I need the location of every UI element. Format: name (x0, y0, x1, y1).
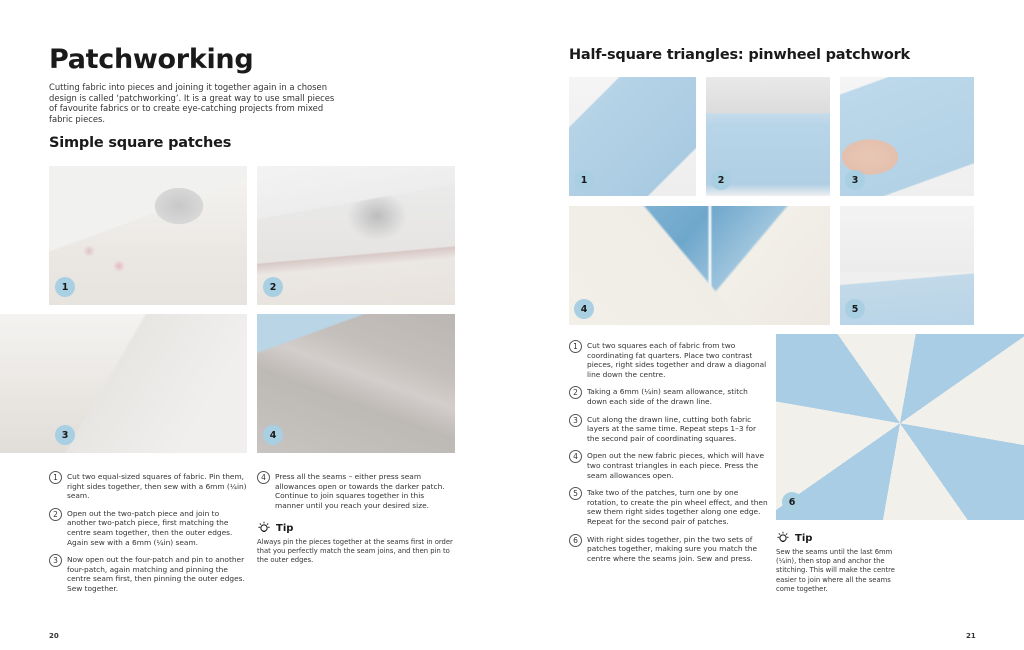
page-number: 21 (966, 632, 976, 640)
step-badge: 2 (711, 170, 731, 190)
intro-paragraph: Cutting fabric into pieces and joining it together again in a chosen design is called ‘patchworking’. It is a great way to use small pieces of favourite fabrics or to create eye-catching projects from mixed fabric pieces. (49, 82, 335, 125)
step-text: Cut two squares each of fabric from two coordinating fat quarters. Place two contrast pieces, right sides together and draw a diagonal line down the centre. (587, 341, 767, 379)
photo-step-5 (840, 206, 974, 325)
steps-list-right (569, 341, 769, 571)
photo-step-3 (840, 77, 974, 196)
list-item (569, 415, 769, 444)
step-number: 1 (49, 471, 62, 484)
page-number: 20 (49, 632, 59, 640)
step-number: 1 (569, 340, 582, 353)
step-badge: 3 (55, 425, 75, 445)
list-item (569, 387, 769, 406)
step-text: Cut along the drawn line, cutting both fabric layers at the same time. Repeat steps 1–3 for the second pair of coordinating squares. (587, 414, 757, 443)
step-text: Cut two equal-sized squares of fabric. Pin them, right sides together, then sew with a 6mm (¼in) seam. (67, 472, 247, 501)
step-number: 6 (569, 534, 582, 547)
step-text: With right sides together, pin the two sets of patches together, making sure you match the centre where the seams join. Sew and press. (587, 534, 758, 563)
step-number: 3 (49, 554, 62, 567)
tip-label: Tip (795, 532, 813, 544)
step-badge: 1 (574, 170, 594, 190)
tip-box-right (776, 531, 901, 594)
step-number: 2 (49, 508, 62, 521)
step-badge: 1 (55, 277, 75, 297)
step-number: 5 (569, 487, 582, 500)
page-title: Patchworking (49, 44, 254, 75)
step-badge: 5 (845, 299, 865, 319)
list-item (569, 451, 769, 480)
step-badge: 6 (782, 492, 802, 512)
step-badge: 4 (574, 299, 594, 319)
step-text: Take two of the patches, turn one by one rotation, to create the pin wheel effect, and then sew them right sides together along one edge. Repeat for the second pair of patches. (587, 488, 768, 526)
section-title-simple-square: Simple square patches (49, 135, 232, 151)
step-badge: 2 (263, 277, 283, 297)
step-text: Press all the seams – either press seam allowances open or towards the darker patch. Continue to join squares together in this manner until you reach your desired size. (275, 472, 445, 510)
lightbulb-icon (776, 531, 790, 545)
photo-step-1 (569, 77, 696, 196)
step-number: 4 (569, 450, 582, 463)
step-text: Open out the two-patch piece and join to another two-patch piece, first matching the centre seam together, then the outer edges. Again sew with a 6mm (¼in) seam. (67, 508, 233, 547)
step-text: Taking a 6mm (¼in) seam allowance, stitch down each side of the drawn line. (587, 387, 748, 406)
step-text: Now open out the four-patch and pin to another four-patch, again matching and pinning the centre seam first, then pinning the outer edges. Sew together. (67, 555, 245, 593)
step-badge: 3 (845, 170, 865, 190)
tip-text: Always pin the pieces together at the seams first in order that you perfectly match the seam joins, and then pin to the outer edges. (257, 538, 453, 565)
list-item (569, 535, 769, 564)
photo-step-6 (776, 334, 1024, 520)
list-item (569, 341, 769, 379)
step-badge: 4 (263, 425, 283, 445)
section-title-pinwheel: Half-square triangles: pinwheel patchwork (569, 47, 910, 63)
list-item (569, 488, 769, 526)
photo-step-4 (569, 206, 830, 325)
tip-text: Sew the seams until the last 6mm (¼in), then stop and anchor the stitching. This will make the centre easier to join where all the seams come together. (776, 548, 895, 593)
photo-step-2 (706, 77, 830, 196)
step-text: Open out the new fabric pieces, which will have two contrast triangles in each piece. Press the seam allowances open. (587, 451, 764, 480)
step-number: 2 (569, 386, 582, 399)
tip-label: Tip (276, 522, 294, 534)
step-number: 3 (569, 414, 582, 427)
step-number: 4 (257, 471, 270, 484)
